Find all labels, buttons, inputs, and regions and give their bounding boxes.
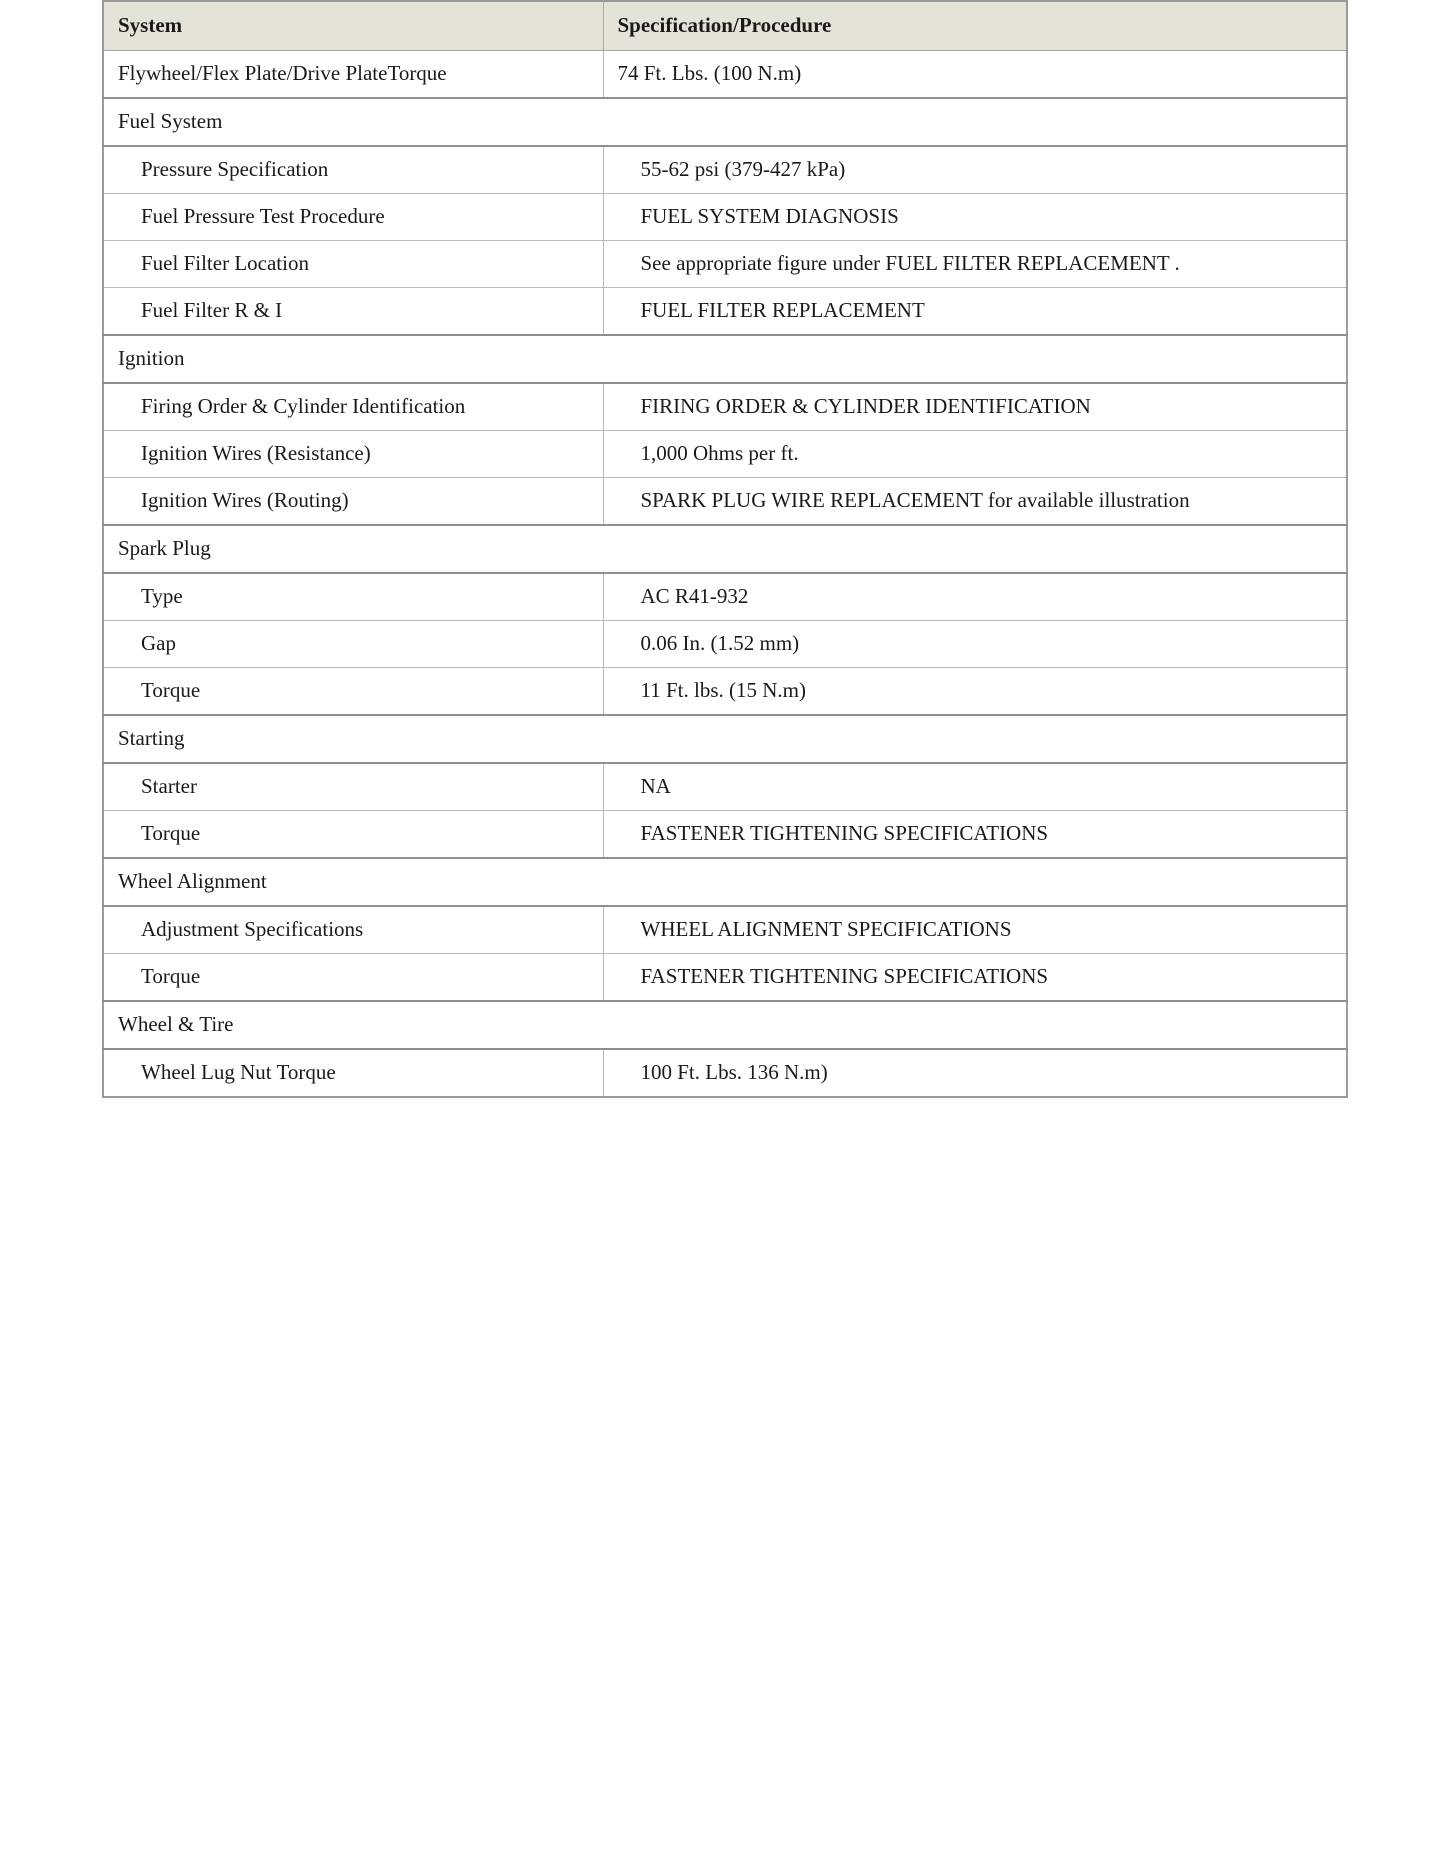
spec-cell: WHEEL ALIGNMENT SPECIFICATIONS [603,906,1347,954]
system-cell: Flywheel/Flex Plate/Drive PlateTorque [103,51,603,99]
section-title: Fuel System [103,98,1347,146]
table-row [103,573,1347,621]
system-cell: Adjustment Specifications [103,906,603,954]
table-row [103,194,1347,241]
column-header-system: System [103,1,603,51]
section-title: Starting [103,715,1347,763]
spec-cell: 11 Ft. lbs. (15 N.m) [603,668,1347,716]
table-row [103,668,1347,716]
table-row [103,51,1347,99]
system-cell: Type [103,573,603,621]
table-row [103,811,1347,859]
system-cell: Torque [103,811,603,859]
table-body [103,51,1347,1098]
spec-cell: SPARK PLUG WIRE REPLACEMENT for available illustration [603,478,1347,526]
table-row [103,954,1347,1002]
spec-cell: FUEL SYSTEM DIAGNOSIS [603,194,1347,241]
system-cell: Fuel Filter R & I [103,288,603,336]
table-row [103,906,1347,954]
system-cell: Fuel Pressure Test Procedure [103,194,603,241]
table-row [103,431,1347,478]
section-title: Spark Plug [103,525,1347,573]
spec-cell: See appropriate figure under FUEL FILTER REPLACEMENT . [603,241,1347,288]
spec-cell: 74 Ft. Lbs. (100 N.m) [603,51,1347,99]
section-row [103,525,1347,573]
header-row [103,1,1347,51]
system-cell: Torque [103,668,603,716]
system-cell: Wheel Lug Nut Torque [103,1049,603,1097]
specification-table [102,0,1348,1098]
table-row [103,621,1347,668]
spec-cell: 100 Ft. Lbs. 136 N.m) [603,1049,1347,1097]
system-cell: Firing Order & Cylinder Identification [103,383,603,431]
section-row [103,1001,1347,1049]
spec-cell: 1,000 Ohms per ft. [603,431,1347,478]
spec-cell: FASTENER TIGHTENING SPECIFICATIONS [603,811,1347,859]
spec-cell: 0.06 In. (1.52 mm) [603,621,1347,668]
system-cell: Ignition Wires (Routing) [103,478,603,526]
section-row [103,335,1347,383]
table-row [103,763,1347,811]
spec-cell: FASTENER TIGHTENING SPECIFICATIONS [603,954,1347,1002]
section-title: Wheel Alignment [103,858,1347,906]
table-row [103,478,1347,526]
section-title: Wheel & Tire [103,1001,1347,1049]
spec-cell: AC R41-932 [603,573,1347,621]
spec-cell: FUEL FILTER REPLACEMENT [603,288,1347,336]
system-cell: Starter [103,763,603,811]
spec-cell: FIRING ORDER & CYLINDER IDENTIFICATION [603,383,1347,431]
table-row [103,241,1347,288]
spec-cell: NA [603,763,1347,811]
section-title: Ignition [103,335,1347,383]
system-cell: Ignition Wires (Resistance) [103,431,603,478]
table-row [103,146,1347,194]
system-cell: Fuel Filter Location [103,241,603,288]
section-row [103,98,1347,146]
table-row [103,383,1347,431]
column-header-specification: Specification/Procedure [603,1,1347,51]
system-cell: Torque [103,954,603,1002]
section-row [103,715,1347,763]
spec-cell: 55-62 psi (379-427 kPa) [603,146,1347,194]
table-header [103,1,1347,51]
section-row [103,858,1347,906]
table-row [103,1049,1347,1097]
system-cell: Pressure Specification [103,146,603,194]
table-row [103,288,1347,336]
system-cell: Gap [103,621,603,668]
